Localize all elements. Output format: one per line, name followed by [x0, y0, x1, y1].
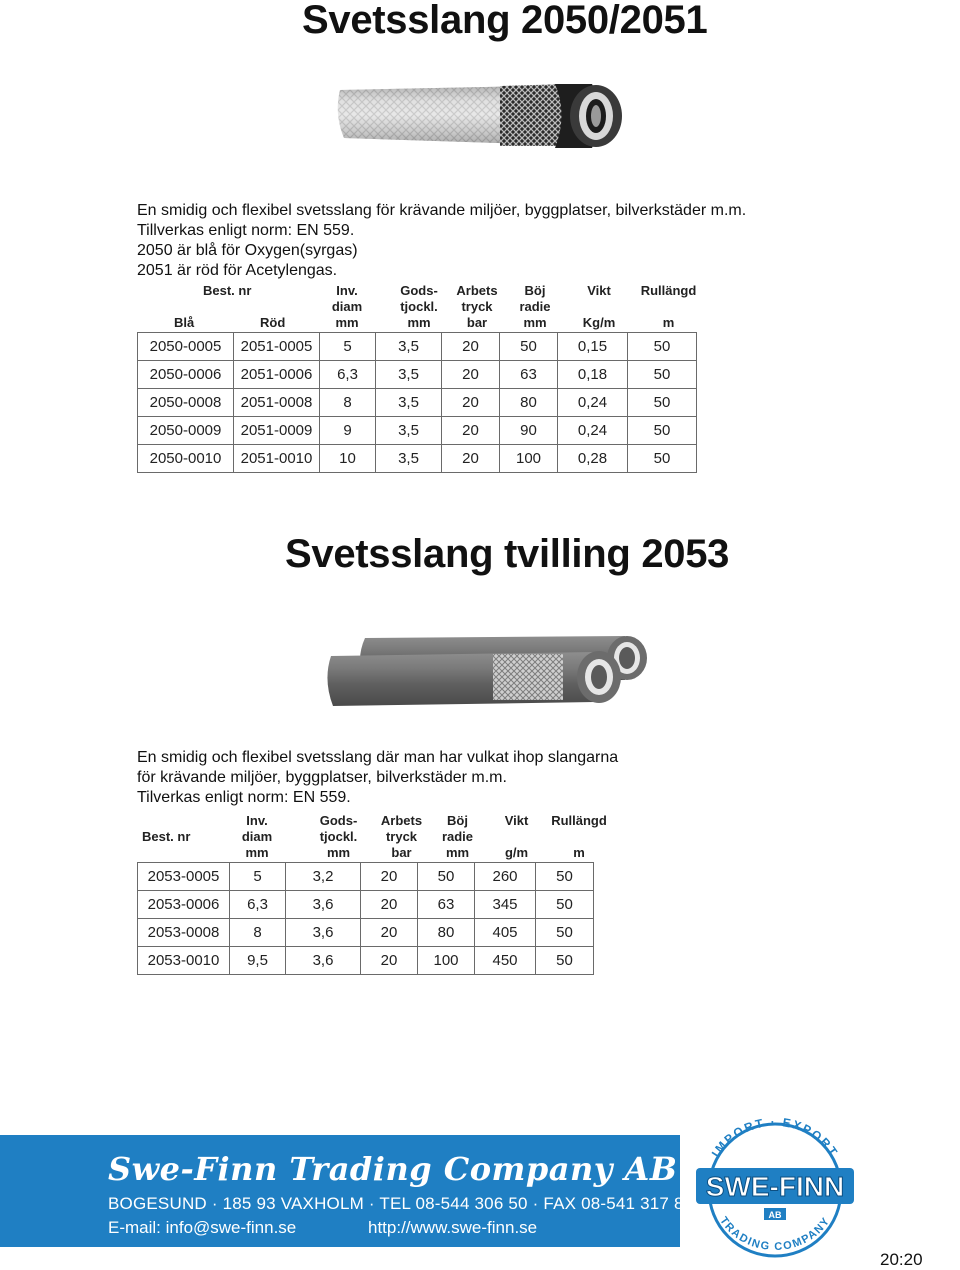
page-number: 20:20 [880, 1250, 923, 1269]
table-cell: 2050-0009 [138, 417, 234, 445]
logo-main-text: SWE-FINN [705, 1171, 845, 1202]
header-line: radie [519, 299, 551, 314]
header-line: bar [466, 315, 488, 330]
table-cell: 0,28 [558, 445, 628, 473]
table-row [138, 361, 697, 389]
table-cell: 2051-0010 [234, 445, 320, 473]
table-cell: 5 [230, 863, 286, 891]
table-cell: 50 [628, 417, 697, 445]
header-line: radie [441, 829, 474, 844]
intro-text-1 [137, 201, 746, 281]
header-line: g/m [504, 845, 529, 860]
table-cell: 50 [628, 361, 697, 389]
table-cell: 2053-0006 [138, 891, 230, 919]
header-line: Vikt [504, 813, 529, 828]
table-row [138, 445, 697, 473]
table-cell: 3,6 [286, 947, 361, 975]
header-line [564, 299, 634, 315]
table-cell: 260 [475, 863, 536, 891]
table-row [138, 863, 594, 891]
header-line: tjockl. [400, 299, 438, 314]
header-arbets [373, 813, 430, 861]
table-cell: 0,15 [558, 333, 628, 361]
table-cell: 2053-0010 [138, 947, 230, 975]
table-cell: 20 [442, 445, 500, 473]
header-line [486, 829, 547, 845]
twin-hose-image [325, 632, 665, 710]
header-vikt [564, 283, 634, 331]
table-cell: 3,5 [376, 333, 442, 361]
header-arbets [448, 283, 506, 331]
table-cell: 50 [536, 891, 594, 919]
intro-line: 2051 är röd för Acetylengas. [137, 262, 338, 279]
intro-line: Tilverkas enligt norm: EN 559. [137, 789, 351, 806]
table-cell: 20 [442, 361, 500, 389]
table-cell: 2051-0006 [234, 361, 320, 389]
header-line: m [662, 315, 675, 330]
header-line: mm [245, 845, 269, 860]
company-website[interactable]: http://www.swe-finn.se [368, 1218, 538, 1237]
spec-table-1 [137, 332, 697, 473]
company-email[interactable]: E-mail: info@swe-finn.se [108, 1218, 297, 1237]
table-cell: 2051-0009 [234, 417, 320, 445]
table-cell: 50 [628, 445, 697, 473]
table-cell: 50 [536, 863, 594, 891]
intro-line: En smidig och flexibel svetsslang för krävande miljöer, byggplatser, bilverkstäder m.m. [137, 202, 747, 219]
header-best-nr: Best. nr [203, 283, 252, 298]
spec-table-1-header [137, 283, 703, 333]
table-cell: 0,18 [558, 361, 628, 389]
spec-table-2-header [137, 813, 611, 863]
table-cell: 80 [500, 389, 558, 417]
header-gods [301, 813, 376, 861]
header-line: diam [241, 829, 273, 844]
table-cell: 6,3 [320, 361, 376, 389]
header-line: mm [326, 845, 351, 860]
table-cell: 20 [442, 417, 500, 445]
table-cell: 50 [536, 919, 594, 947]
header-line: Böj [524, 283, 546, 298]
header-line: Gods- [400, 283, 438, 298]
intro-text-2 [137, 748, 618, 808]
header-line: Rullängd [551, 813, 607, 828]
table-cell: 20 [361, 891, 418, 919]
table-cell: 90 [500, 417, 558, 445]
table-cell: 20 [361, 919, 418, 947]
company-address: BOGESUND · 185 93 VAXHOLM · TEL 08-544 306 50 · FAX 08-541 317 88 [108, 1194, 694, 1213]
table-cell: 63 [418, 891, 475, 919]
header-line: Rullängd [640, 283, 697, 298]
header-boj [506, 283, 564, 331]
table-cell: 2050-0008 [138, 389, 234, 417]
table-cell: 9 [320, 417, 376, 445]
table-cell: 50 [628, 333, 697, 361]
header-line: Gods- [319, 813, 358, 828]
table-cell: 2053-0008 [138, 919, 230, 947]
header-line: diam [331, 299, 363, 314]
table-cell: 10 [320, 445, 376, 473]
header-line: Inv. [246, 813, 268, 828]
table-row [138, 417, 697, 445]
section-title: Svetsslang tvilling 2053 [285, 532, 730, 576]
table-cell: 450 [475, 947, 536, 975]
intro-line: 2050 är blå för Oxygen(syrgas) [137, 242, 358, 259]
table-cell: 2051-0005 [234, 333, 320, 361]
table-cell: 3,6 [286, 891, 361, 919]
table-row [138, 919, 594, 947]
logo-bottom-text: TRADING COMPANY [717, 1214, 833, 1254]
table-cell: 3,5 [376, 361, 442, 389]
table-cell: 50 [500, 333, 558, 361]
header-inv-diam [319, 283, 375, 331]
table-cell: 20 [442, 389, 500, 417]
header-line: Arbets [380, 813, 423, 828]
company-name: Swe-Finn Trading Company AB [108, 1150, 678, 1188]
page-title: Svetsslang 2050/2051 [302, 0, 708, 42]
header-line: Arbets [456, 283, 498, 298]
table-cell: 50 [628, 389, 697, 417]
table-row [138, 891, 594, 919]
table-cell: 20 [361, 947, 418, 975]
table-row [138, 947, 594, 975]
table-row [138, 389, 697, 417]
table-row [138, 333, 697, 361]
table-cell: 2053-0005 [138, 863, 230, 891]
header-vikt [486, 813, 547, 861]
table-cell: 9,5 [230, 947, 286, 975]
table-cell: 3,6 [286, 919, 361, 947]
table-cell: 405 [475, 919, 536, 947]
table-cell: 3,5 [376, 445, 442, 473]
table-cell: 8 [320, 389, 376, 417]
table-cell: 20 [361, 863, 418, 891]
hose-image [330, 78, 640, 158]
header-line: mm [335, 315, 359, 330]
header-line: Inv. [336, 283, 358, 298]
header-line: mm [523, 315, 547, 330]
header-boj [429, 813, 486, 861]
logo-top-text: IMPORT · EXPORT [708, 1114, 842, 1160]
table-cell: 0,24 [558, 389, 628, 417]
table-cell: 50 [536, 947, 594, 975]
intro-line: för krävande miljöer, byggplatser, bilverkstäder m.m. [137, 769, 507, 786]
table-cell: 0,24 [558, 417, 628, 445]
spec-table-2 [137, 862, 594, 975]
header-line [634, 299, 703, 315]
table-cell: 345 [475, 891, 536, 919]
table-cell: 20 [442, 333, 500, 361]
header-rull [634, 283, 703, 331]
table-cell: 2050-0010 [138, 445, 234, 473]
table-cell: 2050-0006 [138, 361, 234, 389]
table-cell: 2050-0005 [138, 333, 234, 361]
header-line: tjockl. [319, 829, 358, 844]
logo-small-text: AB [768, 1210, 782, 1220]
table-cell: 63 [500, 361, 558, 389]
header-line: m [573, 845, 585, 860]
table-cell: 3,5 [376, 389, 442, 417]
header-line: bar [391, 845, 412, 860]
header-line: tryck [461, 299, 493, 314]
header-line: Kg/m [582, 315, 616, 330]
header-line: mm [445, 845, 470, 860]
header-rull [547, 813, 611, 861]
table-cell: 5 [320, 333, 376, 361]
header-best-nr: Best. nr [142, 829, 191, 844]
intro-line: Tillverkas enligt norm: EN 559. [137, 222, 355, 239]
header-bla: Blå [174, 315, 195, 330]
table-cell: 100 [418, 947, 475, 975]
table-cell: 6,3 [230, 891, 286, 919]
table-cell: 2051-0008 [234, 389, 320, 417]
swe-finn-logo [690, 1110, 860, 1260]
header-line: tryck [385, 829, 418, 844]
table-cell: 100 [500, 445, 558, 473]
header-line: Böj [447, 813, 468, 828]
table-cell: 3,5 [376, 417, 442, 445]
table-cell: 50 [418, 863, 475, 891]
table-cell: 8 [230, 919, 286, 947]
header-rod: Röd [260, 315, 286, 330]
header-inv-diam [229, 813, 285, 861]
header-gods [386, 283, 452, 331]
intro-line: En smidig och flexibel svetsslang där man har vulkat ihop slangarna [137, 749, 619, 766]
header-line [547, 829, 611, 845]
header-line: Vikt [587, 283, 611, 298]
table-cell: 3,2 [286, 863, 361, 891]
header-line: mm [407, 315, 431, 330]
table-cell: 80 [418, 919, 475, 947]
